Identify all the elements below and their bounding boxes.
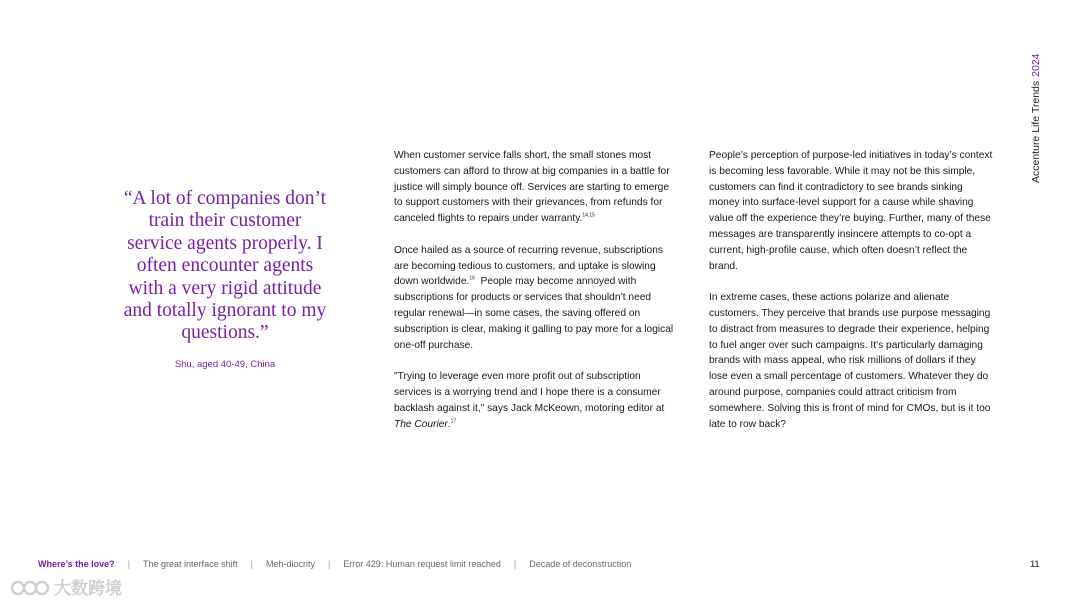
quote-text: “A lot of companies don’t train their customer service agents properly. I often encounter agents with a very rigid attitude and totally ignorant to my questions.” [123,188,327,344]
paragraph [394,369,679,432]
footer-nav-item-error-429[interactable]: Error 429: Human request limit reached [343,559,501,569]
paragraph-text: When customer service falls short, the small stones most customers can afford to throw at big companies in a battle for justice will simply bounce off. Services are starting to emerge to support customers with their grievances, from refunds for canceled flights to repairs under warranty. [394,150,670,225]
page-number: 11 [1030,559,1040,569]
paragraph [394,243,679,354]
watermark-text: 大数跨境 [54,579,122,598]
quote-attribution: Shu, aged 40-49, China [174,358,276,370]
body-column-1 [394,148,679,448]
footnote-ref: 17 [450,418,457,425]
footnote-ref: 16 [469,275,475,282]
watermark-logo-icon [10,576,50,598]
report-year: 2024 [1030,53,1042,77]
nav-separator: | [250,559,253,569]
publication-name: The Courier [394,418,448,430]
paragraph-text: Once hailed as a source of recurring revenue, subscriptions are becoming tedious to customers, and uptake is slowing down worldwide. [394,244,663,288]
paragraph: People’s perception of purpose-led initiatives in today’s context is becoming less favorable. While it may not be this simple, customers can find it contradictory to see brands sinking money into surface-level support for a cause while shaving value off the experience they’re buying. Further, many of these messages are transparently insincere attempts to co-opt a current, high-profile cause, which often doesn’t reflect the brand. [709,150,993,272]
footer-nav-item-decade-of-deconstruction[interactable]: Decade of deconstruction [529,559,632,569]
report-title: Accenture Life Trends [1030,80,1042,183]
watermark [10,574,122,599]
nav-separator: | [513,559,517,569]
paragraph-text: . [447,418,451,430]
report-title-vertical [1030,38,1044,183]
footer-nav [38,559,631,569]
footnote-ref: 14,15 [582,212,595,219]
footer-nav-item-great-interface-shift[interactable]: The great interface shift [143,559,238,569]
nav-separator: | [327,559,331,569]
paragraph: In extreme cases, these actions polarize and alienate customers. They perceive that brands use purpose messaging to distract from measures to degrade their experience, helping to fuel anger over such campaigns. It’s particularly damaging brands with mass appeal, who risk millions of dollars if they lose even a small percentage of customers. Whatever they do around purpose, companies could attract criticism from somewhere. Solving this is front of mind for CMOs, but is it too late to row back? [709,292,991,430]
footer-nav-item-wheres-the-love[interactable]: Where’s the love? [38,559,115,569]
paragraph-text: People may become annoyed with subscriptions for products or services that shouldn’t need regular renewal—in some cases, the saving offered on subscription is clear, making it galling to pay more for a logical one-off purchase. [394,276,674,351]
footer-nav-item-meh-diocrity[interactable]: Meh-diocrity [265,559,315,569]
paragraph-text: "Trying to leverage even more profit out of subscription services is a worrying trend and I hope there is a consumer backlash against it," says Jack McKeown, motoring editor at [394,371,665,414]
nav-separator: | [127,559,131,569]
paragraph [394,148,679,227]
pull-quote [120,188,330,370]
body-column-2 [709,148,994,448]
